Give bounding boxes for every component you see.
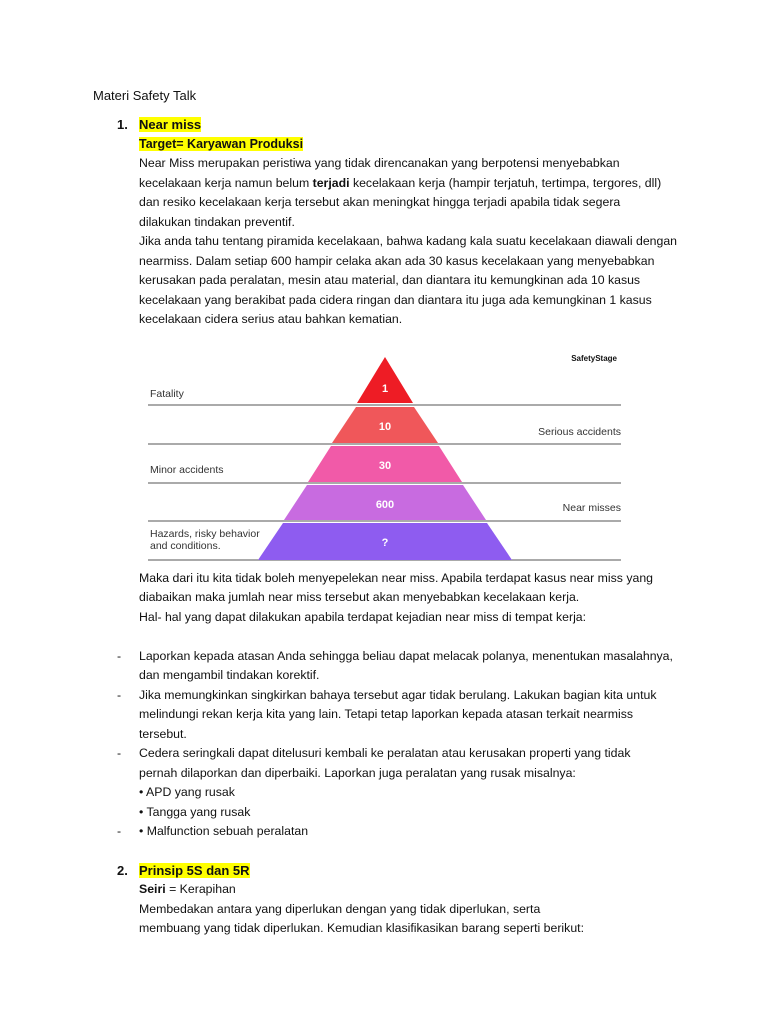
- tier-value: ?: [381, 537, 389, 549]
- pyramid-tier-1: [357, 357, 413, 403]
- label-hazards: and conditions.: [150, 540, 221, 552]
- label-serious-accidents: Serious accidents: [538, 426, 621, 438]
- safetystage-logo: SafetyStage: [571, 354, 617, 363]
- sub-bullet: • Tangga yang rusak: [139, 805, 251, 819]
- label-near-misses: Near misses: [562, 502, 621, 514]
- sub-bullet: • APD yang rusak: [139, 785, 235, 799]
- page-title: Materi Safety Talk: [93, 88, 197, 103]
- tier-value: 30: [378, 460, 392, 472]
- bullet-dash: -: [117, 746, 122, 760]
- seiri-line: Seiri = Kerapihan: [139, 882, 236, 896]
- bullet-dash: -: [117, 824, 122, 838]
- tier-value: 600: [375, 499, 395, 511]
- para2-line: nearmiss. Dalam setiap 600 hampir celaka akan ada 30 kasus kecelakaan yang menyebabkan: [139, 254, 655, 268]
- section-1-heading: Near miss: [139, 117, 202, 132]
- bullet-line: • Malfunction sebuah peralatan: [139, 824, 309, 838]
- bullet-line: melindungi rekan kerja kita yang lain. Tetapi tetap laporkan kepada atasan terkait nearmiss: [139, 707, 633, 721]
- bullet-dash: -: [117, 688, 122, 702]
- para3-line: Hal- hal yang dapat dilakukan apabila terdapat kejadian near miss di tempat kerja:: [139, 610, 587, 624]
- bullet-line: Cedera seringkali dapat ditelusuri kembali ke peralatan atau kerusakan properti yang tidak: [139, 746, 631, 760]
- bullet-dash: -: [117, 649, 122, 663]
- section-2-heading: Prinsip 5S dan 5R: [139, 863, 250, 878]
- para1-line: dan resiko kecelakaan kerja tersebut akan meningkat hingga terjadi apabila tidak segera: [139, 195, 621, 209]
- para1-line: dilakukan tindakan preventif.: [139, 215, 295, 229]
- tier-value: 10: [378, 421, 392, 433]
- tier-value: 1: [381, 383, 389, 395]
- para2-line: kerusakan pada peralatan, mesin atau material, dan diantara itu kemungkinan ada 10 kasus: [139, 273, 641, 287]
- label-minor-accidents: Minor accidents: [150, 464, 224, 476]
- label-hazards: Hazards, risky behavior: [150, 528, 260, 540]
- para2-line: kecelakaan yang berakibat pada cidera ringan dan diantara itu juga ada kemungkinan 1 kasus: [139, 293, 652, 307]
- bullet-line: Laporkan kepada atasan Anda sehingga beliau dapat melacak polanya, menentukan masalahnya,: [139, 649, 673, 663]
- para3-line: diabaikan maka jumlah near miss tersebut akan menyebabkan kecelakaan kerja.: [139, 590, 580, 604]
- section-2-number: 2.: [117, 863, 128, 878]
- label-fatality: Fatality: [150, 388, 184, 400]
- section-1-number: 1.: [117, 117, 128, 132]
- bullet-line: dan mengambil tindakan korektif.: [139, 668, 320, 682]
- section-2-line: membuang yang tidak diperlukan. Kemudian klasifikasikan barang seperti berikut:: [139, 921, 584, 935]
- bullet-line: tersebut.: [139, 727, 187, 741]
- para2-line: Jika anda tahu tentang piramida kecelakaan, bahwa kadang kala suatu kecelakaan diawali dengan: [139, 234, 678, 248]
- para1-line: Near Miss merupakan peristiwa yang tidak direncanakan yang berpotensi menyebabkan: [139, 156, 620, 170]
- para3-line: Maka dari itu kita tidak boleh menyepelekan near miss. Apabila terdapat kasus near miss yang: [139, 571, 654, 585]
- section-1-target: Target= Karyawan Produksi: [139, 137, 304, 151]
- bullet-line: Jika memungkinkan singkirkan bahaya tersebut agar tidak berulang. Lakukan bagian kita untuk: [139, 688, 657, 702]
- para2-line: kecelakaan cidera serius atau bahkan kematian.: [139, 312, 403, 326]
- bullet-line: pernah dilaporkan dan diperbaiki. Laporkan juga peralatan yang rusak misalnya:: [139, 766, 576, 780]
- para1-line: kecelakaan kerja namun belum terjadi kecelakaan kerja (hampir terjatuh, tertimpa, tergores, dll): [139, 176, 662, 190]
- section-2-line: Membedakan antara yang diperlukan dengan yang tidak diperlukan, serta: [139, 902, 541, 916]
